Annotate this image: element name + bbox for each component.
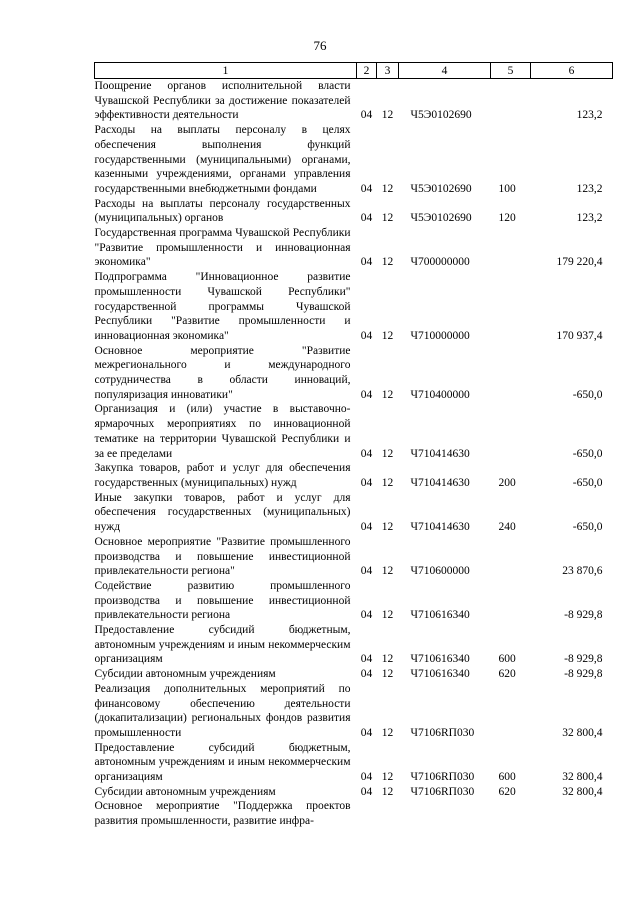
row-expense-type bbox=[491, 402, 531, 461]
table-row bbox=[95, 799, 613, 828]
row-podrazdel: 12 bbox=[381, 447, 394, 460]
row-expense-type bbox=[491, 226, 531, 270]
row-razdel: 04 bbox=[360, 476, 373, 489]
row-expense-type: 120 bbox=[498, 212, 516, 225]
row-name: Содействие развитию промышленного производства и повышение инвестиционной привлекательности региона bbox=[94, 579, 351, 622]
table-row bbox=[95, 461, 613, 490]
row-name: Государственная программа Чувашской Республики "Развитие промышленности и инновационная экономика" bbox=[94, 227, 351, 269]
table-row bbox=[95, 270, 613, 344]
row-target-code bbox=[399, 799, 491, 828]
row-razdel: 04 bbox=[360, 565, 373, 578]
row-podrazdel: 12 bbox=[381, 785, 394, 798]
row-target-code: Ч5Э0102690 bbox=[410, 182, 472, 195]
row-name: Иные закупки товаров, работ и услуг для обеспечения государственных (муниципальных) нужд bbox=[94, 491, 351, 534]
row-expense-type: 600 bbox=[498, 771, 516, 784]
row-target-code: Ч7106RП030 bbox=[410, 726, 475, 739]
row-podrazdel: 12 bbox=[381, 329, 394, 342]
row-podrazdel: 12 bbox=[381, 668, 394, 681]
row-name: Основное мероприятие "Развитие промышленного производства и повышение инвестиционной привлекательности региона" bbox=[94, 535, 351, 578]
table-row bbox=[95, 682, 613, 741]
row-name: Основное мероприятие "Поддержка проектов развития промышленности, развитие инфра- bbox=[94, 800, 351, 828]
table-row bbox=[95, 535, 613, 579]
row-expense-type: 600 bbox=[498, 653, 516, 666]
row-razdel: 04 bbox=[360, 109, 373, 122]
row-expense-type bbox=[491, 270, 531, 344]
row-name: Субсидии автономным учреждениям bbox=[94, 668, 276, 681]
row-podrazdel: 12 bbox=[381, 109, 394, 122]
row-amount bbox=[531, 799, 613, 828]
table-row bbox=[95, 741, 613, 785]
row-target-code: Ч7106RП030 bbox=[410, 785, 475, 798]
row-name: Закупка товаров, работ и услуг для обеспечения государственных (муниципальных) нужд bbox=[94, 462, 351, 489]
page-number: 76 bbox=[313, 38, 327, 53]
row-razdel: 04 bbox=[360, 212, 373, 225]
row-expense-type: 620 bbox=[498, 785, 516, 798]
table-row bbox=[95, 667, 613, 682]
row-target-code: Ч7106RП030 bbox=[410, 771, 475, 784]
row-amount: -8 929,8 bbox=[564, 609, 603, 622]
row-expense-type: 100 bbox=[498, 182, 516, 195]
row-target-code: Ч710400000 bbox=[410, 388, 470, 401]
row-razdel: 04 bbox=[360, 329, 373, 342]
column-header-2: 2 bbox=[357, 63, 377, 79]
row-expense-type bbox=[491, 682, 531, 741]
row-target-code: Ч710616340 bbox=[410, 653, 470, 666]
row-amount: 123,2 bbox=[576, 212, 603, 225]
row-target-code: Ч710616340 bbox=[410, 609, 470, 622]
table-row bbox=[95, 123, 613, 197]
row-amount: 32 800,4 bbox=[562, 771, 603, 784]
row-podrazdel: 12 bbox=[381, 726, 394, 739]
row-podrazdel: 12 bbox=[381, 521, 394, 534]
row-target-code: Ч710414630 bbox=[410, 447, 470, 460]
row-name: Поощрение органов исполнительной власти Чувашской Республики за достижение показателей эффективности деятельности bbox=[94, 80, 351, 122]
row-amount: -650,0 bbox=[572, 521, 603, 534]
table-row bbox=[95, 623, 613, 667]
row-razdel: 04 bbox=[360, 609, 373, 622]
table-row bbox=[95, 579, 613, 623]
row-podrazdel: 12 bbox=[381, 609, 394, 622]
row-razdel: 04 bbox=[360, 256, 373, 269]
row-razdel: 04 bbox=[360, 388, 373, 401]
row-expense-type: 240 bbox=[498, 521, 516, 534]
row-amount: 123,2 bbox=[576, 109, 603, 122]
row-podrazdel: 12 bbox=[381, 182, 394, 195]
column-header-1: 1 bbox=[95, 63, 357, 79]
table-row bbox=[95, 344, 613, 403]
row-amount: -650,0 bbox=[572, 447, 603, 460]
table-header-row bbox=[95, 63, 613, 79]
table-row bbox=[95, 226, 613, 270]
row-podrazdel: 12 bbox=[381, 565, 394, 578]
row-podrazdel: 12 bbox=[381, 476, 394, 489]
row-expense-type bbox=[491, 79, 531, 124]
row-name: Расходы на выплаты персоналу в целях обеспечения выполнения функций государственными (муниципальными) органами, казенными учреждениями, органами управления государственными внебюджетными фондами bbox=[94, 124, 351, 195]
row-expense-type: 200 bbox=[498, 476, 516, 489]
table-row bbox=[95, 79, 613, 124]
row-expense-type bbox=[491, 799, 531, 828]
row-expense-type bbox=[491, 344, 531, 403]
row-amount: 23 870,6 bbox=[562, 565, 603, 578]
table-row bbox=[95, 197, 613, 226]
column-header-6: 6 bbox=[531, 63, 613, 79]
budget-table bbox=[94, 62, 613, 829]
column-header-5: 5 bbox=[491, 63, 531, 79]
row-target-code: Ч710414630 bbox=[410, 521, 470, 534]
table-row bbox=[95, 491, 613, 535]
row-razdel bbox=[357, 799, 377, 828]
row-expense-type bbox=[491, 579, 531, 623]
table-row bbox=[95, 402, 613, 461]
row-amount: 170 937,4 bbox=[556, 329, 603, 342]
row-name: Расходы на выплаты персоналу государственных (муниципальных) органов bbox=[94, 197, 351, 225]
row-target-code: Ч710600000 bbox=[410, 565, 470, 578]
row-podrazdel: 12 bbox=[381, 256, 394, 269]
row-name: Предоставление субсидий бюджетным, автономным учреждениям и иным некоммерческим организациям bbox=[94, 741, 351, 784]
row-target-code: Ч5Э0102690 bbox=[410, 109, 472, 122]
row-amount: 179 220,4 bbox=[556, 256, 603, 269]
row-podrazdel bbox=[377, 799, 399, 828]
row-name: Реализация дополнительных мероприятий по финансовому обеспечению деятельности (докапитализации) региональных фондов развития промышленности bbox=[94, 682, 351, 739]
row-expense-type: 620 bbox=[498, 668, 516, 681]
row-razdel: 04 bbox=[360, 521, 373, 534]
row-razdel: 04 bbox=[360, 726, 373, 739]
row-name: Субсидии автономным учреждениям bbox=[94, 785, 276, 798]
row-target-code: Ч700000000 bbox=[410, 256, 470, 269]
row-amount: -650,0 bbox=[572, 476, 603, 489]
row-podrazdel: 12 bbox=[381, 771, 394, 784]
row-amount: 32 800,4 bbox=[562, 785, 603, 798]
row-razdel: 04 bbox=[360, 771, 373, 784]
row-expense-type bbox=[491, 535, 531, 579]
row-razdel: 04 bbox=[360, 447, 373, 460]
row-amount: -650,0 bbox=[572, 388, 603, 401]
row-target-code: Ч710616340 bbox=[410, 668, 470, 681]
row-target-code: Ч710414630 bbox=[410, 476, 470, 489]
row-amount: 32 800,4 bbox=[562, 726, 603, 739]
row-target-code: Ч710000000 bbox=[410, 329, 470, 342]
row-razdel: 04 bbox=[360, 653, 373, 666]
row-name: Организация и (или) участие в выставочно-ярмарочных мероприятиях по инновационной тематике на территории Чувашской Республики и за ее пределами bbox=[94, 403, 351, 460]
row-amount: -8 929,8 bbox=[564, 668, 603, 681]
row-amount: 123,2 bbox=[576, 182, 603, 195]
column-header-4: 4 bbox=[399, 63, 491, 79]
row-podrazdel: 12 bbox=[381, 653, 394, 666]
row-razdel: 04 bbox=[360, 785, 373, 798]
column-header-3: 3 bbox=[377, 63, 399, 79]
row-target-code: Ч5Э0102690 bbox=[410, 212, 472, 225]
row-name: Подпрограмма "Инновационное развитие промышленности Чувашской Республики" государственной программы Чувашской Республики "Развитие промышленности и инновационная экономика" bbox=[94, 271, 351, 342]
row-podrazdel: 12 bbox=[381, 388, 394, 401]
row-amount: -8 929,8 bbox=[564, 653, 603, 666]
row-razdel: 04 bbox=[360, 668, 373, 681]
row-name: Основное мероприятие "Развитие межрегионального и международного сотрудничества в области инноваций, популяризация инноватики" bbox=[94, 344, 351, 401]
row-name: Предоставление субсидий бюджетным, автономным учреждениям и иным некоммерческим организациям bbox=[94, 624, 351, 666]
table-body bbox=[95, 79, 613, 829]
table-row bbox=[95, 785, 613, 800]
row-razdel: 04 bbox=[360, 182, 373, 195]
row-podrazdel: 12 bbox=[381, 212, 394, 225]
